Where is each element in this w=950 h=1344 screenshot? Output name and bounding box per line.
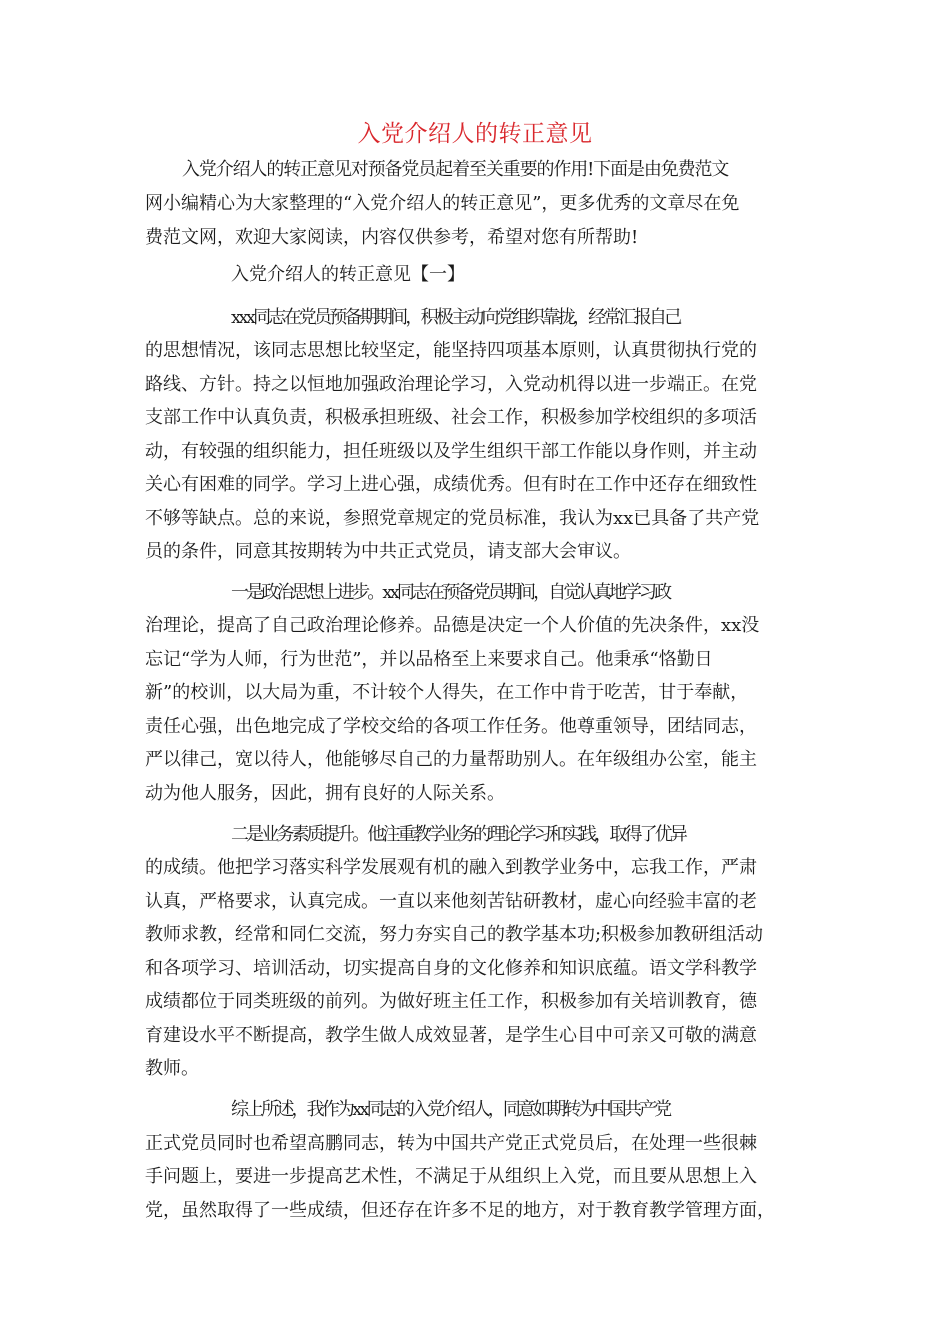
paragraph-line: 忘记“学为人师，行为世范”，并以品格至上来要求自己。他秉承“恪勤日 [145,649,713,670]
paragraph-line: 一是政治思想上进步。xx同志在预备党员期间，自觉认真地学习政 [231,582,670,603]
paragraph-line: 治理论，提高了自己政治理论修养。品德是决定一个人价值的先决条件，xx没 [145,615,760,636]
paragraph-line: 动，有较强的组织能力，担任班级以及学生组织干部工作能以身作则，并主动 [145,441,757,462]
document-title: 入党介绍人的转正意见 [357,121,593,147]
paragraph-line: 教师求教，经常和同仁交流，努力夯实自己的教学基本功;积极参加教研组活动 [145,924,764,945]
paragraph-line: 支部工作中认真负责，积极承担班级、社会工作，积极参加学校组织的多项活 [145,407,757,428]
paragraph-line: 党，虽然取得了一些成绩，但还存在许多不足的地方，对于教育教学管理方面， [145,1200,775,1221]
intro-line: 入党介绍人的转正意见对预备党员起着至关重要的作用!下面是由免费范文 [182,159,729,180]
paragraph-line: 关心有困难的同学。学习上进心强，成绩优秀。但有时在工作中还存在细致性 [145,474,757,495]
paragraph-line: 严以律己，宽以待人，他能够尽自己的力量帮助别人。在年级组办公室，能主 [145,749,757,770]
paragraph-line: 教师。 [145,1058,199,1079]
paragraph-line: 不够等缺点。总的来说，参照党章规定的党员标准，我认为xx已具备了共产党 [145,508,760,529]
paragraph-line: 员的条件，同意其按期转为中共正式党员，请支部大会审议。 [145,541,631,562]
paragraph-line: 认真，严格要求，认真完成。一直以来他刻苦钻研教材，虚心向经验丰富的老 [145,891,757,912]
paragraph-line: 责任心强，出色地完成了学校交给的各项工作任务。他尊重领导，团结同志， [145,716,757,737]
paragraph-line: xxx同志在党员预备期期间，积极主动向党组织靠拢，经常汇报自己 [231,307,680,328]
paragraph-line: 动为他人服务，因此，拥有良好的人际关系。 [145,783,505,804]
paragraph-line: 的成绩。他把学习落实科学发展观有机的融入到教学业务中，忘我工作，严肃 [145,857,757,878]
paragraph-line: 的思想情况，该同志思想比较坚定，能坚持四项基本原则，认真贯彻执行党的 [145,340,757,361]
paragraph-line: 综上所述，我作为xx同志的入党介绍人，同意如期转为中国共产党 [231,1099,670,1120]
paragraph-line: 和各项学习、培训活动，切实提高自身的文化修养和知识底蕴。语文学科教学 [145,958,757,979]
paragraph-line: 育建设水平不断提高，教学生做人成效显著，是学生心目中可亲又可敬的满意 [145,1025,757,1046]
paragraph-line: 二是业务素质提升。他注重教学业务的理论学习和实践，取得了优异 [231,824,685,845]
paragraph-line: 成绩都位于同类班级的前列。为做好班主任工作，积极参加有关培训教育，德 [145,991,757,1012]
paragraph-line: 正式党员同时也希望高鹏同志，转为中国共产党正式党员后，在处理一些很棘 [145,1133,757,1154]
intro-line: 网小编精心为大家整理的“入党介绍人的转正意见”，更多优秀的文章尽在免 [145,193,740,214]
section-heading: 入党介绍人的转正意见【一】 [231,264,465,285]
paragraph-line: 新”的校训，以大局为重，不计较个人得失，在工作中肯于吃苦，甘于奉献， [145,682,749,703]
paragraph-line: 路线、方针。持之以恒地加强政治理论学习，入党动机得以进一步端正。在党 [145,374,757,395]
paragraph-line: 手问题上，要进一步提高艺术性，不满足于从组织上入党，而且要从思想上入 [145,1166,757,1187]
intro-line: 费范文网，欢迎大家阅读，内容仅供参考，希望对您有所帮助! [145,227,639,248]
